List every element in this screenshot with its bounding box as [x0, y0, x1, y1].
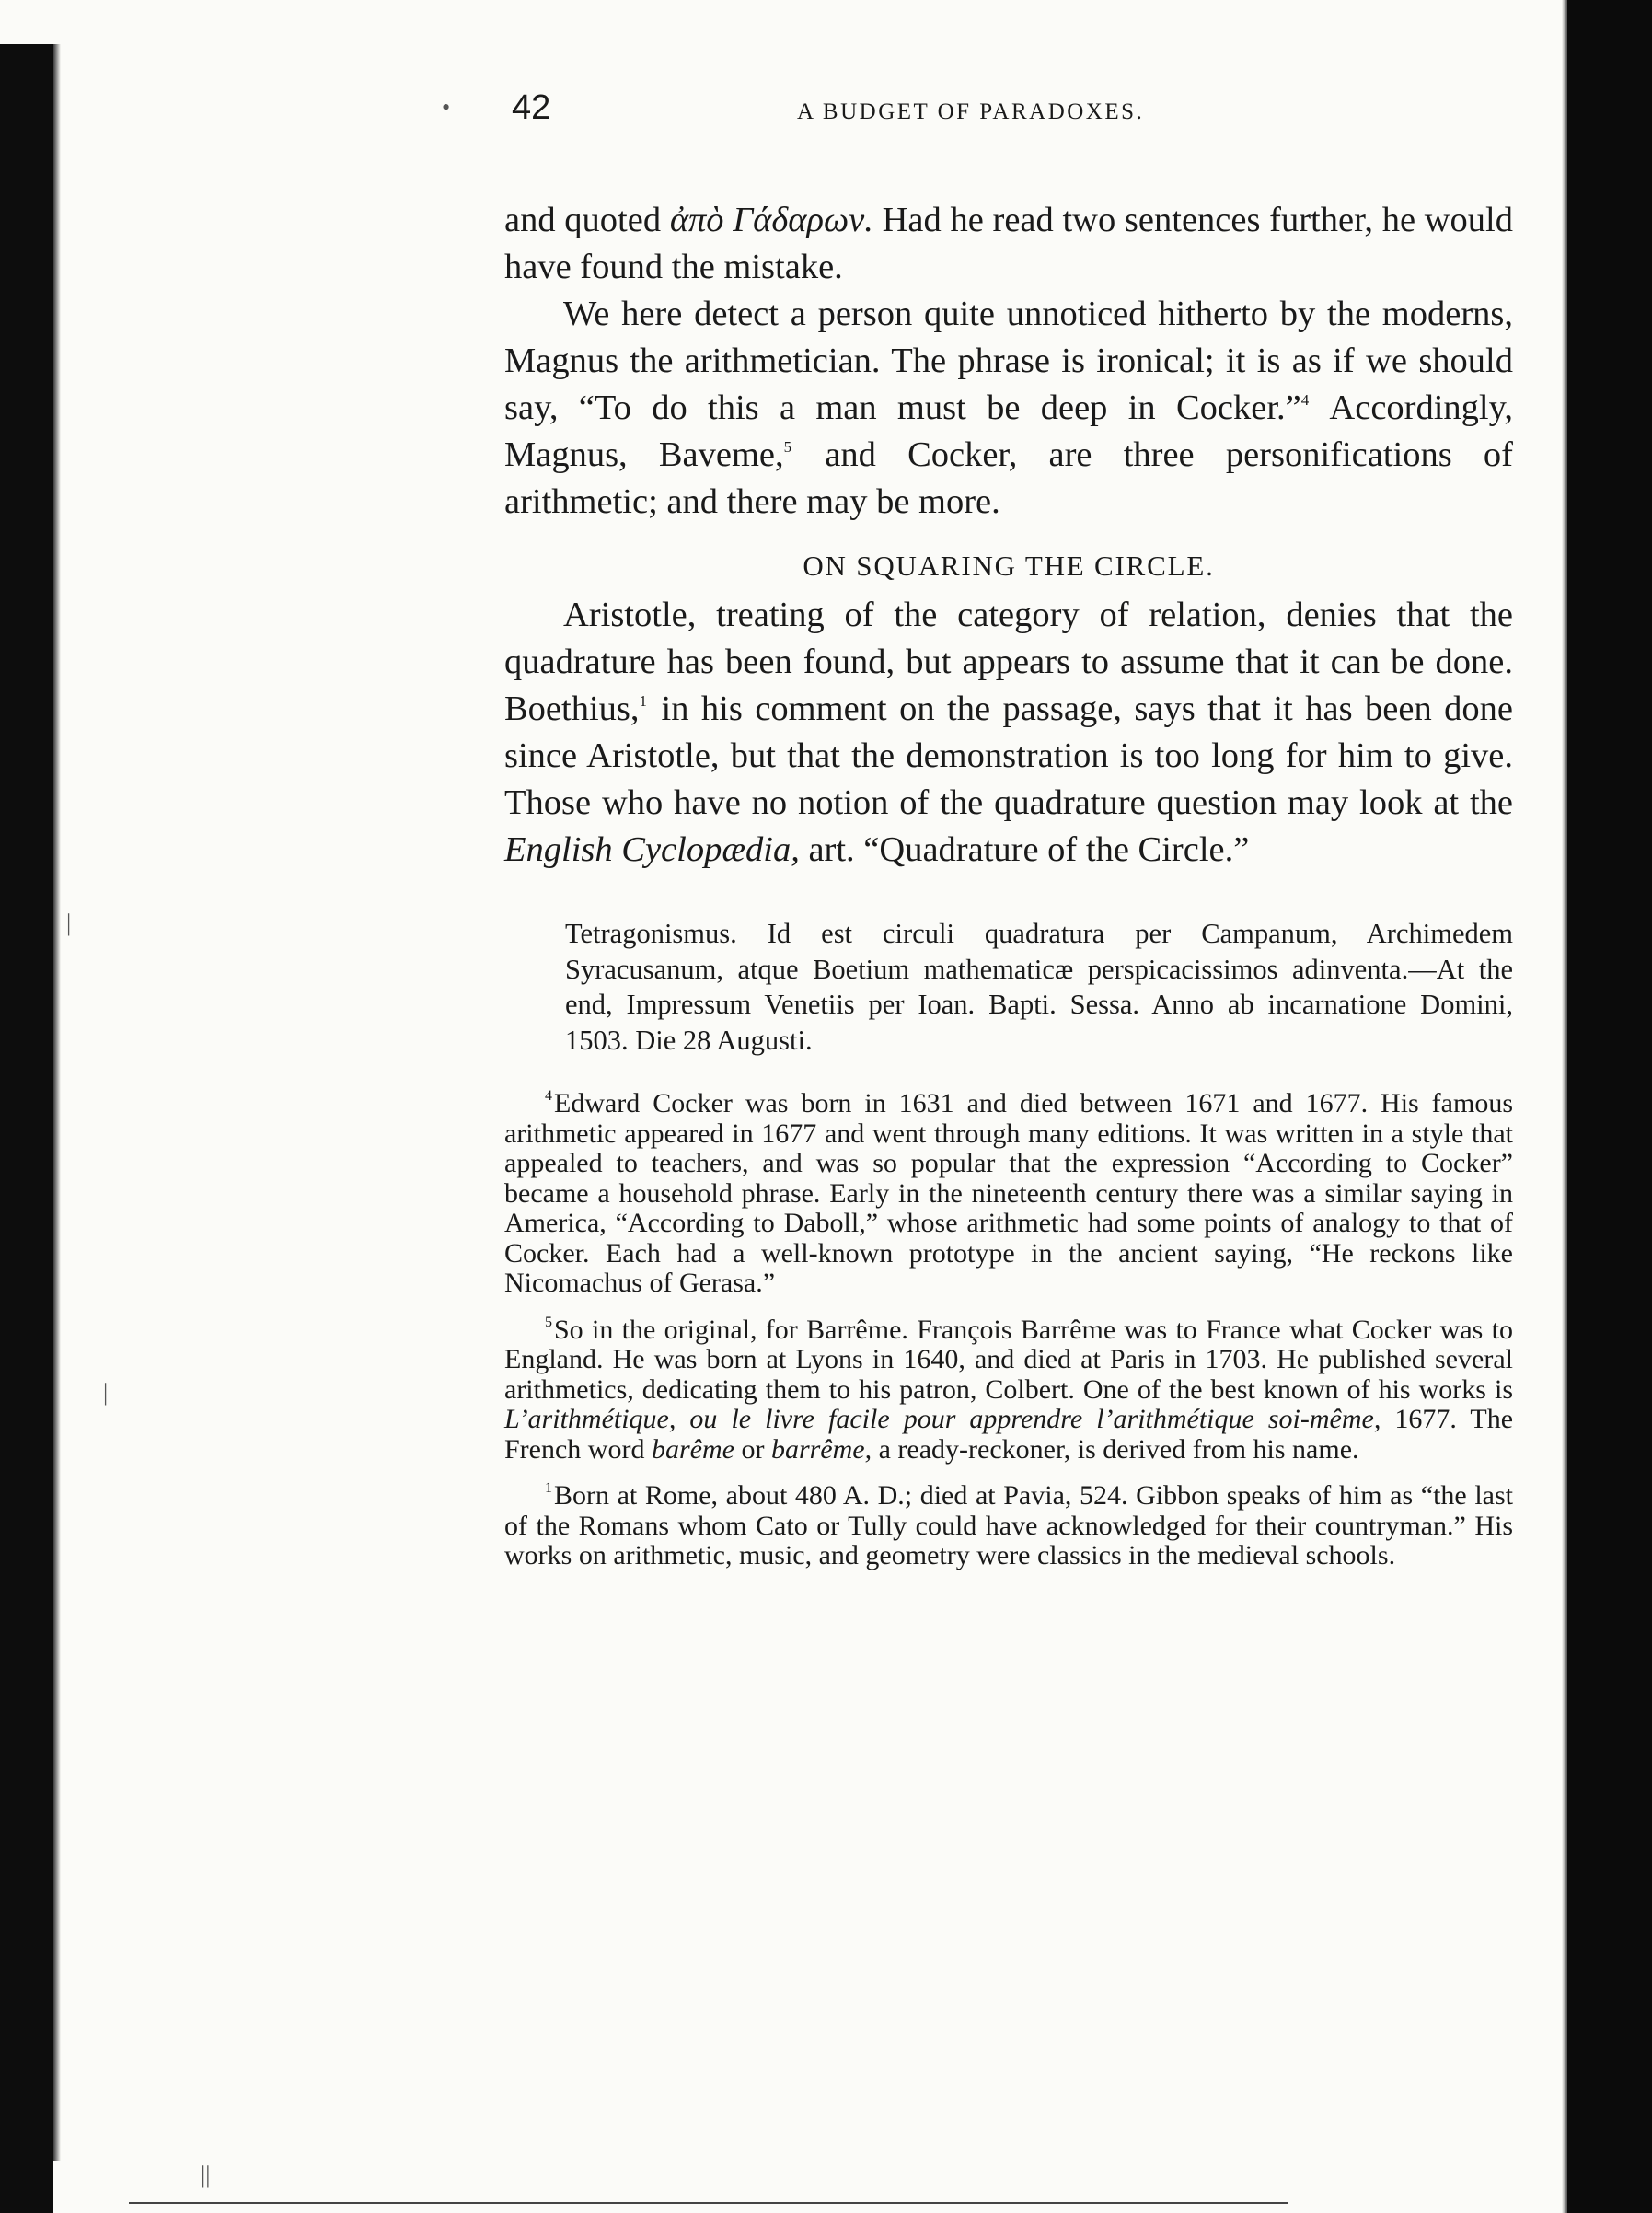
citation-text: Tetragonismus. Id est circuli quadratura per Campanum, Archimedem Syracusanum, atque Boetium mathematicæ perspicacissimos adinventa.—At the end, Impressum Venetiis per Ioan. Bapti. Sessa. Anno ab incarnatione Domini, 1503. Die 28 Augusti.	[565, 918, 1513, 1056]
greek-phrase: ἀπὸ Γάδαρων.	[669, 201, 873, 239]
italic-title: L’arithmétique, ou le livre facile pour apprendre l’arithmétique soi-même,	[504, 1404, 1381, 1434]
paragraph-text: We here detect a person quite unnoticed hitherto by the moderns, Magnus the arithmetician. The phrase is ironical; it is as if we should say, “To do this a man must be deep in Cocker.”	[504, 295, 1513, 427]
footnote-text: Edward Cocker was born in 1631 and died between 1671 and 1677. His famous arithmetic appeared in 1677 and went through many editions. It was written in a style that appealed to teachers, and was so popular that the expression “According to Cocker” became a household phrase. Early in the nineteenth century there was a similar saying in America, “According to Daboll,” whose arithmetic had some points of analogy to that of Cocker. Each had a well-known prototype in the ancient saying, “He reckons like Nicomachus of Gerasa.”	[504, 1088, 1513, 1298]
footnote-5	[504, 1315, 1513, 1466]
book-page	[442, 88, 1514, 1588]
scan-right-border	[1567, 0, 1652, 2213]
footnote-text: Born at Rome, about 480 A. D.; died at Pavia, 524. Gibbon speaks of him as “the last of the Romans whom Cato or Tully could have acknowledged for their countryman.” His works on arithmetic, music, and geometry were classics in the medieval schools.	[504, 1480, 1513, 1570]
footnote-marker: 1	[545, 1480, 552, 1496]
section-heading: ON SQUARING THE CIRCLE.	[803, 550, 1215, 582]
margin-mark: ||	[201, 2161, 211, 2188]
running-title: A BUDGET OF PARADOXES.	[797, 99, 1145, 124]
paragraph-text: and Cocker, are three personifications of arithmetic; and there may be more.	[504, 435, 1513, 521]
bottom-rule	[129, 2202, 1288, 2204]
page-number: 42	[512, 88, 551, 127]
paragraph-text: Had he read two sentences further, he would have found the mistake.	[504, 201, 1514, 286]
footnote-1	[504, 1481, 1513, 1571]
scan-left-shadow	[53, 44, 61, 2161]
paragraph-text: and quoted	[504, 201, 662, 239]
margin-mark: |	[66, 910, 72, 936]
footnote-marker: 4	[545, 1088, 552, 1104]
footnote-text: 1677. The French word	[504, 1404, 1514, 1465]
paragraph-text: in his comment on the passage, says that it has been done since Aristotle, but that the demonstration is too long for him to give. Those who have no notion of the quadrature question may look at the	[504, 689, 1514, 822]
footnote-text: a ready-reckoner, is derived from his name.	[878, 1433, 1359, 1465]
footnote-ref[interactable]: 4	[1300, 391, 1310, 409]
paragraph-gadara	[504, 197, 1513, 291]
italic-word: barrême,	[770, 1433, 872, 1465]
footnotes	[504, 1089, 1513, 1571]
italic-title: English Cyclopædia,	[504, 830, 800, 869]
footnote-text: So in the original, for Barrême. François Barrême was to France what Cocker was to England. He was born at Lyons in 1640, and died at Paris in 1703. He published several arithmetics, dedicating them to his patron, Colbert. One of the best known of his works is	[504, 1314, 1513, 1405]
italic-word: barême	[651, 1433, 734, 1465]
footnote-ref[interactable]: 5	[783, 438, 792, 456]
footnote-4	[504, 1089, 1513, 1299]
paragraph-magnus	[504, 291, 1513, 526]
footnote-marker: 5	[545, 1314, 552, 1330]
footnote-ref[interactable]: 1	[639, 692, 648, 710]
scan-right-shadow	[1562, 0, 1567, 2213]
footnote-text: or	[741, 1433, 765, 1465]
running-head	[504, 88, 1513, 144]
paragraph-text: art. “Quadrature of the Circle.”	[808, 830, 1250, 869]
bullet-mark: •	[442, 94, 451, 121]
margin-mark: |	[103, 1379, 109, 1406]
paragraph-aristotle	[504, 592, 1513, 874]
scan-left-border	[0, 44, 53, 2213]
paragraph-text: Accordingly, Magnus, Baveme,	[504, 388, 1513, 474]
paragraph-text: Aristotle, treating of the category of relation, denies that the quadrature has been found, but appears to assume that it can be done. Boethius,	[504, 596, 1513, 728]
